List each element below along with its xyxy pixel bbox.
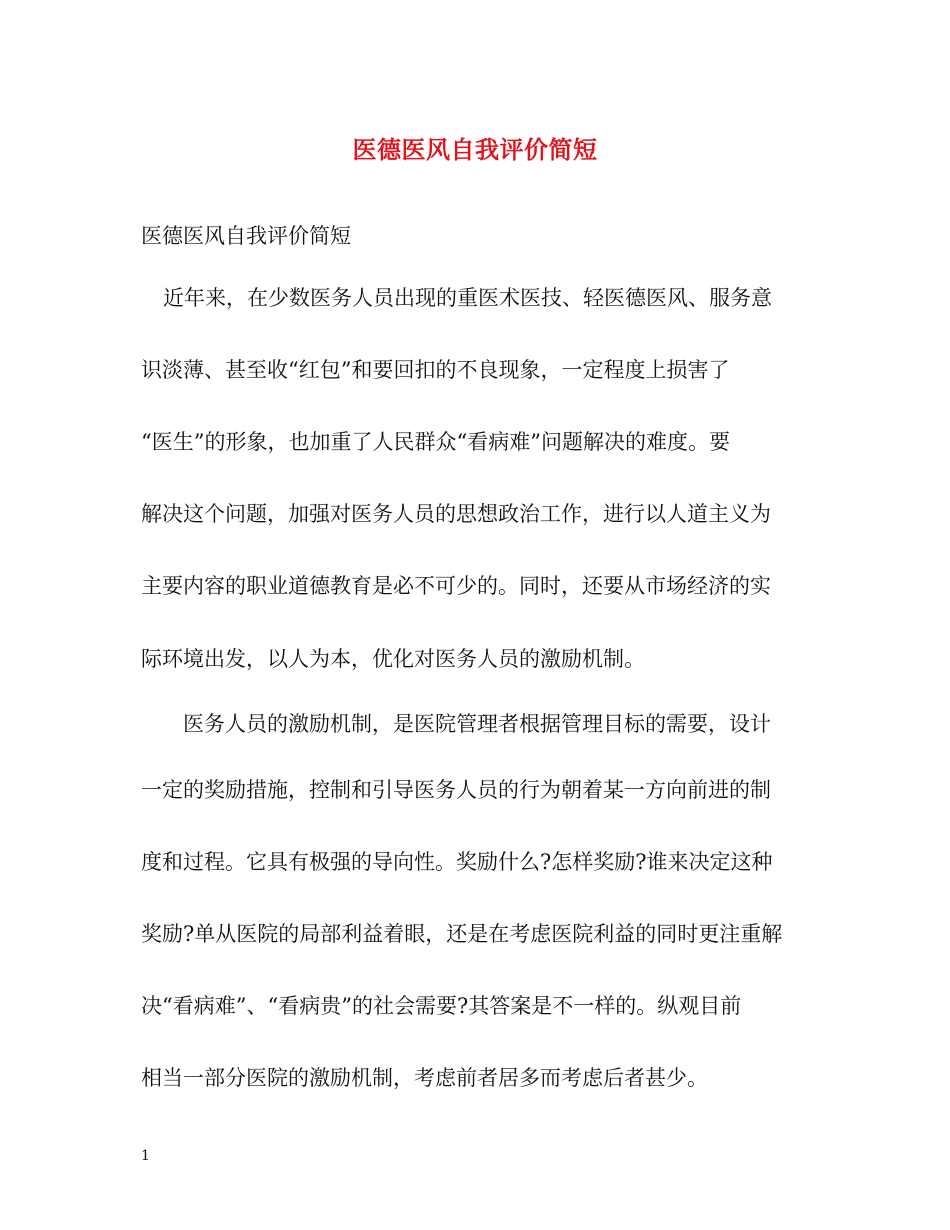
paragraph-2-line-6: 相当一部分医院的激励机制，考虑前者居多而考虑后者甚少。	[141, 1066, 708, 1090]
paragraph-1-line-4: 解决这个问题，加强对医务人员的思想政治工作，进行以人道主义为	[141, 502, 771, 526]
paragraph-1-line-1: 近年来，在少数医务人员出现的重医术医技、轻医德医风、服务意	[163, 286, 772, 310]
page-number: 1	[141, 1148, 150, 1164]
paragraph-2-line-3: 度和过程。它具有极强的导向性。奖励什么?怎样奖励?谁来决定这种	[141, 850, 773, 874]
paragraph-2-line-1: 医务人员的激励机制，是医院管理者根据管理目标的需要，设计	[183, 712, 771, 736]
paragraph-2-line-2: 一定的奖励措施，控制和引导医务人员的行为朝着某一方向前进的制	[141, 778, 771, 802]
paragraph-1-line-2: 识淡薄、甚至收“红包”和要回扣的不良现象，一定程度上损害了	[141, 358, 730, 382]
paragraph-1-line-3: “医生”的形象，也加重了人民群众“看病难”问题解决的难度。要	[141, 430, 730, 454]
paragraph-2-line-5: 决“看病难”、“看病贵”的社会需要?其答案是不一样的。纵观目前	[141, 994, 742, 1018]
paragraph-1-line-5: 主要内容的职业道德教育是必不可少的。同时，还要从市场经济的实	[141, 574, 771, 598]
paragraph-2-line-4: 奖励?单从医院的局部利益着眼，还是在考虑医院利益的同时更注重解	[141, 922, 783, 946]
document-title: 医德医风自我评价简短	[352, 135, 598, 164]
paragraph-1-line-6: 际环境出发，以人为本，优化对医务人员的激励机制。	[141, 647, 645, 671]
document-subtitle: 医德医风自我评价简短	[141, 224, 351, 248]
